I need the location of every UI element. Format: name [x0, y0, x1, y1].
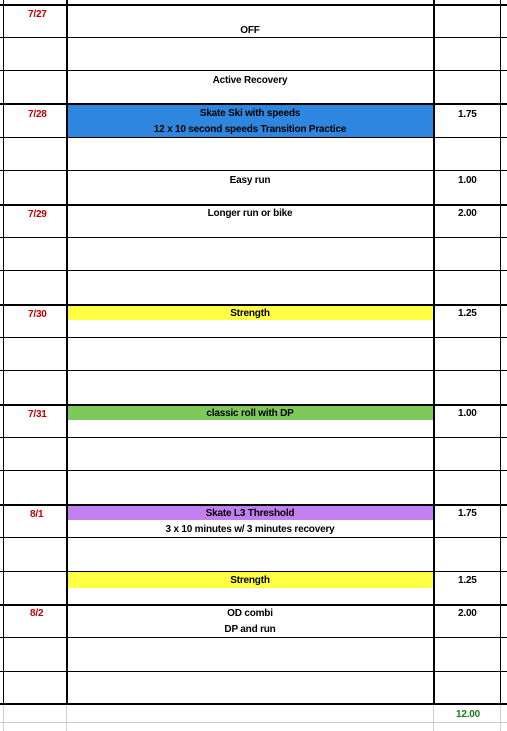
footer-gridline — [3, 705, 4, 731]
hours-cell: 1.00 — [458, 175, 477, 186]
row-border — [0, 70, 507, 71]
hours-cell: 2.00 — [458, 208, 477, 219]
row-border — [0, 37, 507, 38]
column-border — [500, 0, 501, 705]
hours-cell: 1.25 — [458, 575, 477, 586]
hours-cell: 1.00 — [458, 408, 477, 419]
footer-gridline — [0, 722, 507, 723]
row-border — [0, 703, 507, 705]
date-cell: 7/28 — [28, 109, 47, 120]
row-border — [0, 604, 507, 606]
activity-cell: Longer run or bike — [207, 208, 293, 219]
row-border — [0, 304, 507, 306]
date-cell: 7/31 — [28, 409, 47, 420]
row-border — [0, 4, 507, 6]
activity-cell: OFF — [240, 25, 260, 36]
row-border — [0, 370, 507, 371]
activity-cell: Skate Ski with speeds — [199, 108, 301, 119]
activity-cell: Skate L3 Threshold — [205, 508, 295, 519]
row-border — [0, 137, 507, 138]
activity-cell: Easy run — [229, 175, 271, 186]
activity-cell: Active Recovery — [212, 75, 288, 86]
row-border — [0, 237, 507, 238]
activity-detail-cell: 3 x 10 minutes w/ 3 minutes recovery — [165, 524, 335, 535]
row-border — [0, 404, 507, 406]
activity-cell: OD combi — [227, 608, 273, 619]
date-cell: 8/1 — [30, 509, 44, 520]
footer-gridline — [433, 705, 434, 731]
activity-cell: Strength — [230, 308, 270, 319]
row-border — [0, 571, 507, 572]
footer-gridline — [66, 705, 67, 731]
column-border — [433, 0, 435, 705]
row-border — [0, 204, 507, 206]
footer-gridline — [500, 705, 501, 731]
row-border — [0, 437, 507, 438]
date-cell: 7/29 — [28, 209, 47, 220]
column-border — [3, 0, 4, 705]
activity-cell: Strength — [230, 575, 270, 586]
row-border — [0, 537, 507, 538]
row-border — [0, 504, 507, 506]
column-border — [66, 0, 68, 705]
row-border — [0, 337, 507, 338]
row-border — [0, 671, 507, 672]
hours-cell: 1.75 — [458, 508, 477, 519]
activity-detail-cell: DP and run — [224, 624, 276, 635]
row-border — [0, 470, 507, 471]
date-cell: 8/2 — [30, 608, 44, 619]
row-border — [0, 637, 507, 638]
hours-cell: 1.25 — [458, 308, 477, 319]
activity-cell: classic roll with DP — [206, 408, 294, 419]
hours-cell: 1.75 — [458, 109, 477, 120]
row-border — [0, 270, 507, 271]
row-border — [0, 170, 507, 171]
activity-detail-cell: 12 x 10 second speeds Transition Practice — [153, 124, 347, 135]
date-cell: 7/30 — [28, 309, 47, 320]
total-hours: 12.00 — [456, 709, 481, 720]
date-cell: 7/27 — [28, 9, 47, 20]
row-border — [0, 103, 507, 105]
hours-cell: 2.00 — [458, 608, 477, 619]
